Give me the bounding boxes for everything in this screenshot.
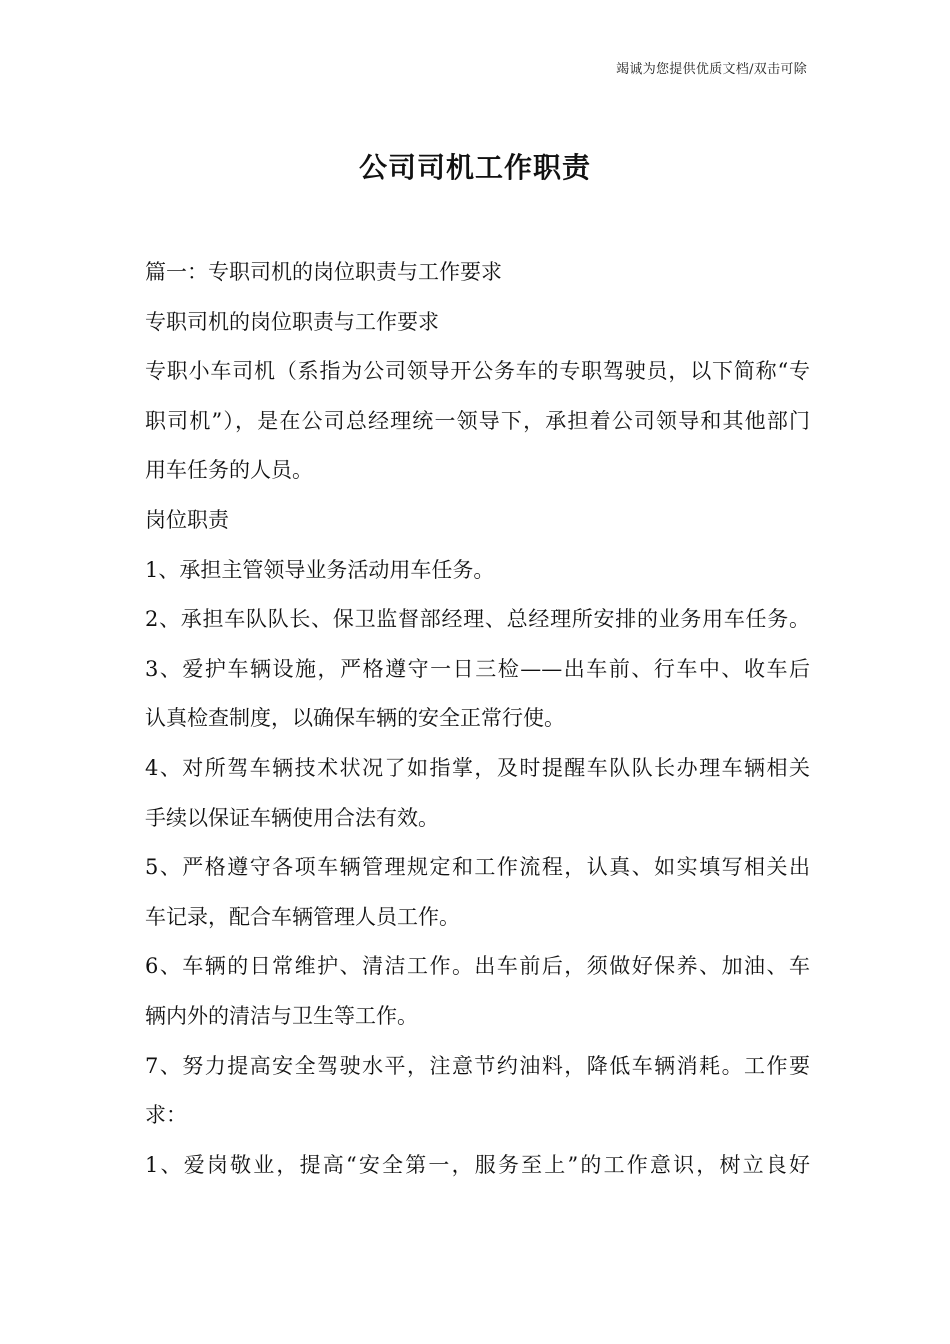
body-line: 篇一：专职司机的岗位职责与工作要求 xyxy=(145,260,502,284)
body-line: 求： xyxy=(145,1103,187,1128)
body-line: 专职小车司机（系指为公司领导开公务车的专职驾驶员，以下简称“专 xyxy=(145,359,810,384)
body-line: 专职司机的岗位职责与工作要求 xyxy=(145,309,439,334)
body-line: 车记录，配合车辆管理人员工作。 xyxy=(145,904,460,929)
body-line: 手续以保证车辆使用合法有效。 xyxy=(145,805,439,830)
body-line: 4、对所驾车辆技术状况了如指掌，及时提醒车队队长办理车辆相关 xyxy=(145,755,810,780)
document-title: 公司司机工作职责 xyxy=(358,151,591,184)
body-line: 辆内外的清洁与卫生等工作。 xyxy=(145,1003,418,1028)
body-line: 1、爱岗敬业，提高“安全第一，服务至上”的工作意识，树立良好 xyxy=(145,1152,810,1177)
body-line: 认真检查制度，以确保车辆的安全正常行使。 xyxy=(145,706,565,731)
body-line: 6、车辆的日常维护、清洁工作。出车前后，须做好保养、加油、车 xyxy=(145,954,810,979)
document-body xyxy=(145,252,810,1194)
body-line: 职司机”），是在公司总经理统一领导下，承担着公司领导和其他部门 xyxy=(145,408,810,433)
body-line: 7、努力提高安全驾驶水平，注意节约油料，降低车辆消耗。工作要 xyxy=(145,1053,810,1078)
body-line: 岗位职责 xyxy=(145,507,229,532)
body-line: 1、承担主管领导业务活动用车任务。 xyxy=(145,557,495,582)
body-line: 5、严格遵守各项车辆管理规定和工作流程，认真、如实填写相关出 xyxy=(145,855,810,880)
header-note: 竭诚为您提供优质文档/双击可除 xyxy=(616,62,807,77)
body-line: 用车任务的人员。 xyxy=(145,458,313,483)
body-line: 2、承担车队队长、保卫监督部经理、总经理所安排的业务用车任务。 xyxy=(145,607,810,632)
body-line: 3、爱护车辆设施，严格遵守一日三检——出车前、行车中、收车后 xyxy=(145,656,810,681)
